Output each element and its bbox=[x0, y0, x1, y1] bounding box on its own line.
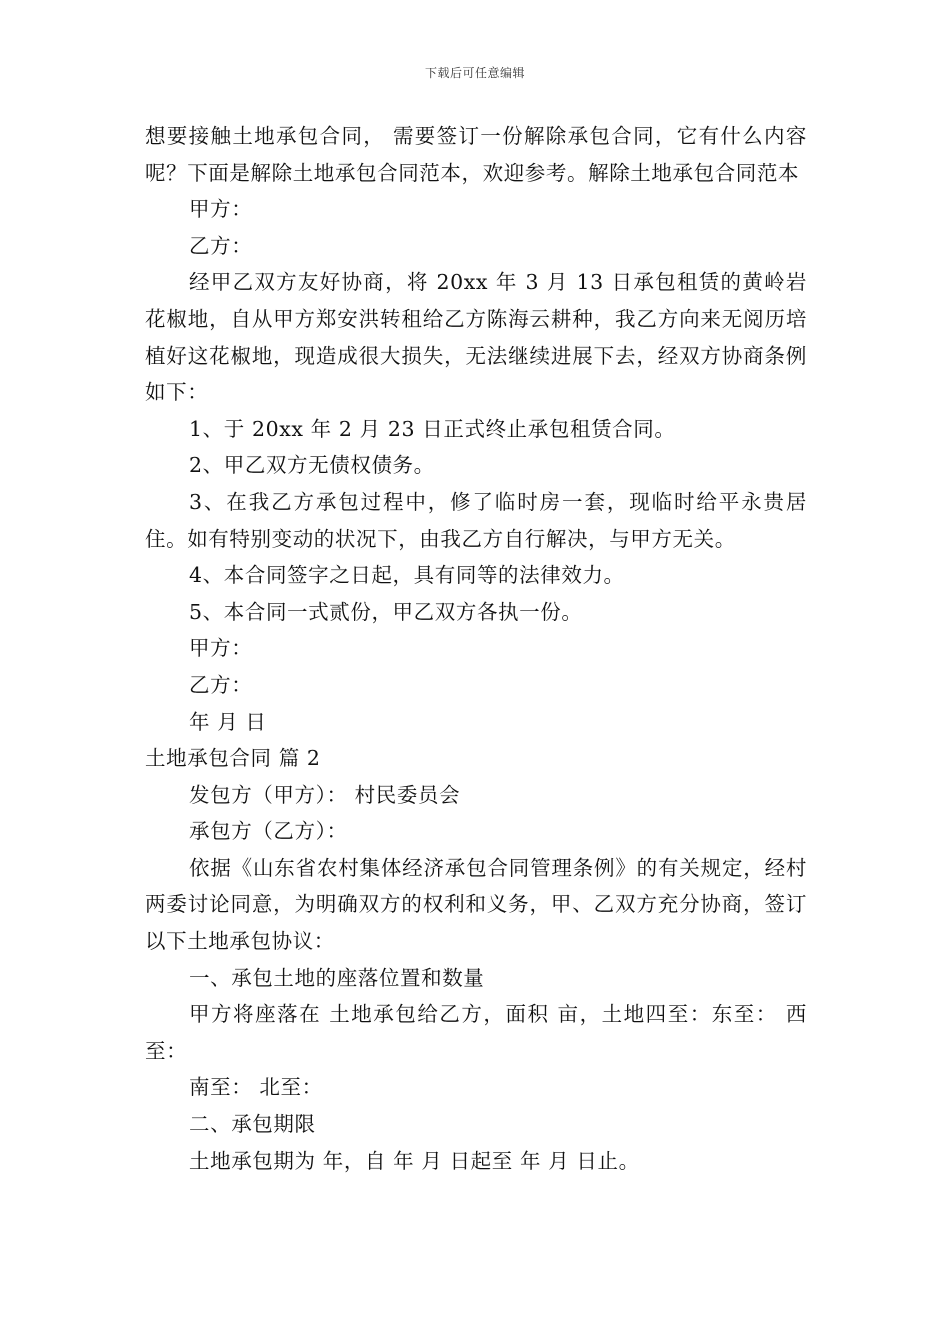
paragraph: 依据《山东省农村集体经济承包合同管理条例》的有关规定，经村两委讨论同意，为明确双方的权利和义务，甲、乙双方充分协商，签订以下土地承包协议： bbox=[145, 855, 807, 954]
document-body bbox=[145, 118, 807, 1179]
paragraph: 甲方： bbox=[189, 197, 253, 222]
paragraph: 乙方： bbox=[189, 233, 253, 258]
paragraph: 乙方： bbox=[189, 672, 253, 697]
paragraph: 3、在我乙方承包过程中，修了临时房一套，现临时给平永贵居住。如有特别变动的状况下，由我乙方自行解决，与甲方无关。 bbox=[145, 489, 807, 551]
paragraph: 甲方将座落在 土地承包给乙方，面积 亩，土地四至：东至： 西至： bbox=[145, 1002, 807, 1063]
paragraph: 发包方（甲方）： 村民委员会 bbox=[189, 782, 461, 807]
paragraph: 1、于 20xx 年 2 月 23 日正式终止承包租赁合同。 bbox=[189, 416, 676, 441]
paragraph: 经甲乙双方友好协商，将 20xx 年 3 月 13 日承包租赁的黄岭岩花椒地，自从甲方郑安洪转租给乙方陈海云耕种，我乙方向来无阅历培植好这花椒地，现造成很大损失，无法继续进展下去，经双方协商条例如下： bbox=[145, 270, 807, 405]
paragraph: 想要接触土地承包合同， 需要签订一份解除承包合同，它有什么内容呢？下面是解除土地承包合同范本，欢迎参考。解除土地承包合同范本 bbox=[145, 124, 807, 185]
paragraph: 一、承包土地的座落位置和数量 bbox=[189, 965, 485, 990]
paragraph: 南至： 北至： bbox=[189, 1075, 323, 1100]
paragraph: 二、承包期限 bbox=[189, 1112, 316, 1137]
paragraph: 4、本合同签字之日起，具有同等的法律效力。 bbox=[189, 563, 625, 588]
paragraph: 5、本合同一式贰份，甲乙双方各执一份。 bbox=[189, 599, 583, 624]
page-header: 下载后可任意编辑 bbox=[424, 66, 525, 80]
paragraph: 土地承包合同 篇 2 bbox=[145, 746, 321, 771]
paragraph: 承包方（乙方）： bbox=[189, 819, 348, 844]
paragraph: 2、甲乙双方无债权债务。 bbox=[189, 453, 435, 478]
paragraph: 甲方： bbox=[189, 636, 253, 661]
paragraph: 年 月 日 bbox=[189, 709, 267, 734]
paragraph: 土地承包期为 年，自 年 月 日起至 年 月 日止。 bbox=[189, 1148, 640, 1173]
